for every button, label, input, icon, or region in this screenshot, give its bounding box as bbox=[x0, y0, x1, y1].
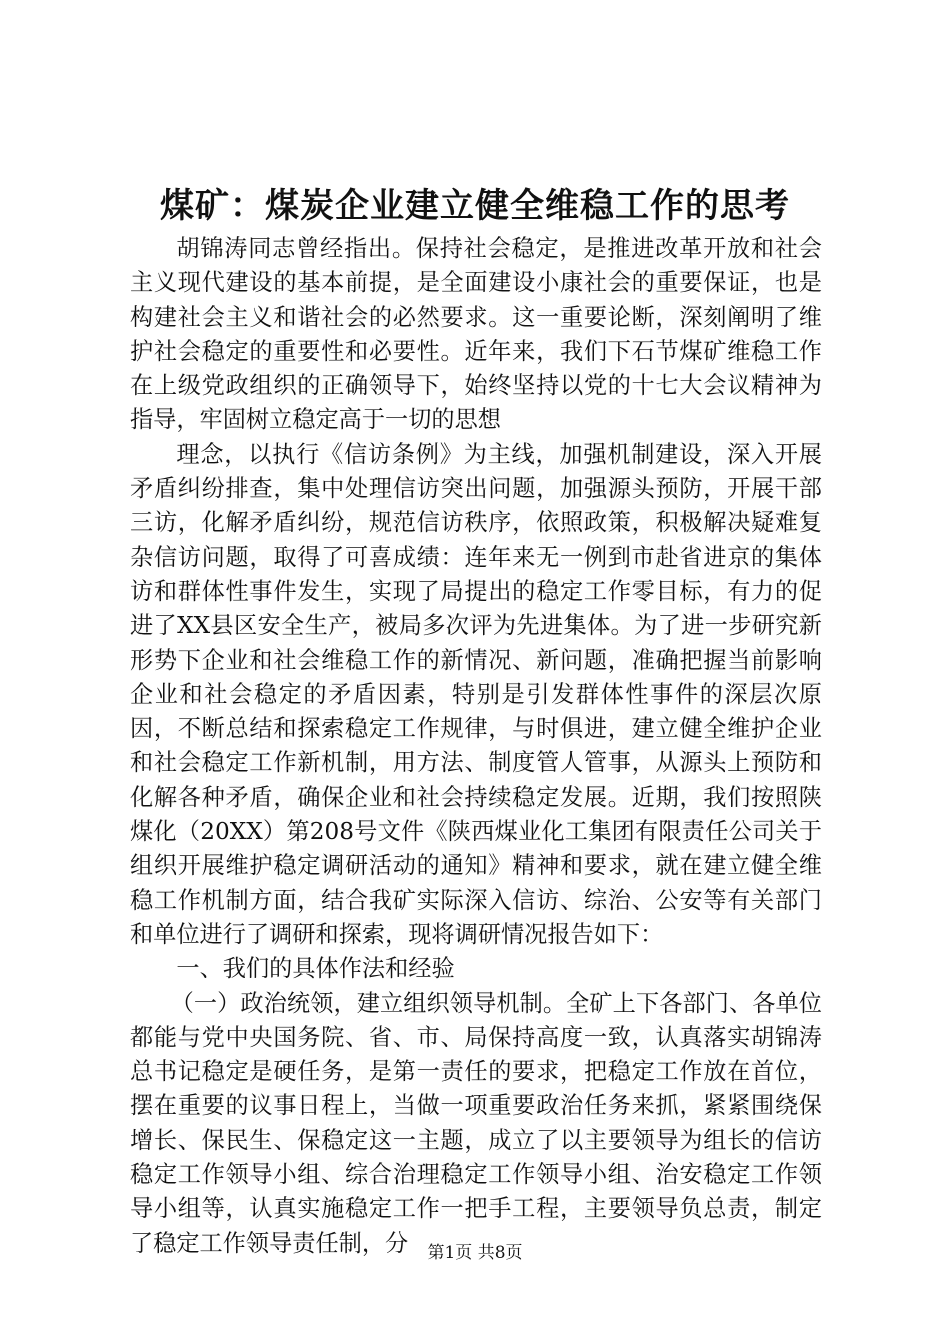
page-footer: 第1页 共8页 bbox=[427, 1243, 523, 1263]
paragraph-section-1: （一）政治统领，建立组织领导机制。全矿上下各部门、各单位都能与党中央国务院、省、市、局保持高度一致，认真落实胡锦涛总书记稳定是硬任务，是第一责任的要求，把稳定工作放在首位，摆在重要的议事日程上，当做一项重要政治任务来抓，紧紧围绕保增长、保民生、保稳定这一主题，成立了以主要领导为组长的信访稳定工作领导小组、综合治理稳定工作领导小组、治安稳定工作领导小组等，认真实施稳定工作一把手工程，主要领导负总责，制定了稳定工作领导责任制，分 bbox=[130, 989, 822, 1257]
paragraph-intro: 胡锦涛同志曾经指出。保持社会稳定，是推进改革开放和社会主义现代建设的基本前提，是全面建设小康社会的重要保证，也是构建社会主义和谐社会的必然要求。这一重要论断，深刻阐明了维护社会稳定的重要性和必要性。近年来，我们下石节煤矿维稳工作在上级党政组织的正确领导下，始终坚持以党的十七大会议精神为指导，牢固树立稳定高于一切的思想 bbox=[130, 235, 822, 434]
paragraph-main: 理念，以执行《信访条例》为主线，加强机制建设，深入开展矛盾纠纷排查，集中处理信访突出问题，加强源头预防，开展干部三访，化解矛盾纠纷，规范信访秩序，依照政策，积极解决疑难复杂信访问题，取得了可喜成绩：连年来无一例到市赴省进京的集体访和群体性事件发生，实现了局提出的稳定工作零目标，有力的促进了XX县区安全生产，被局多次评为先进集体。为了进一步研究新形势下企业和社会维稳工作的新情况、新问题，准确把握当前影响企业和社会稳定的矛盾因素，特别是引发群体性事件的深层次原因，不断总结和探索稳定工作规律，与时俱进，建立健全维护企业和社会稳定工作新机制，用方法、制度管人管事，从源头上预防和化解各种矛盾，确保企业和社会持续稳定发展。近期，我们按照陕煤化（20XX）第208号文件《陕西煤业化工集团有限责任公司关于组织开展维护稳定调研活动的通知》精神和要求，就在建立健全维稳工作机制方面，结合我矿实际深入信访、综治、公安等有关部门和单位进行了调研和探索，现将调研情况报告如下： bbox=[130, 440, 822, 948]
document-body bbox=[130, 232, 822, 1261]
document-title: 煤矿：煤炭企业建立健全维稳工作的思考 bbox=[160, 186, 790, 226]
section-heading: 一、我们的具体作法和经验 bbox=[176, 955, 455, 983]
